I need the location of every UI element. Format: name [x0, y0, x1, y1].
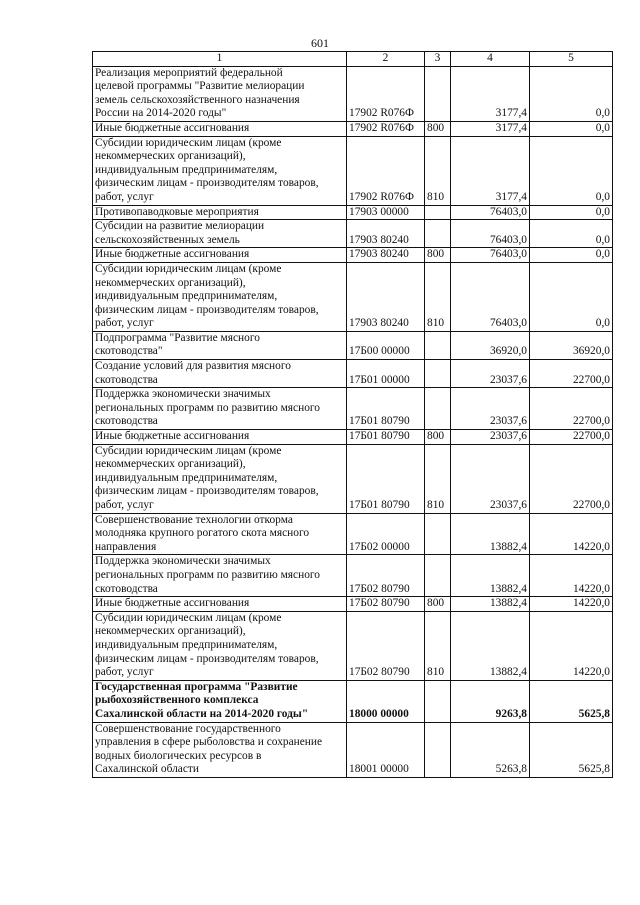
row-name: Совершенствование технологии откорма молодняка крупного рогатого скота мясного направления	[93, 513, 347, 555]
table-row	[93, 722, 613, 777]
row-value-2017: 22700,0	[530, 388, 613, 430]
table-row	[93, 262, 613, 331]
row-expense-type	[425, 513, 451, 555]
table-row	[93, 513, 613, 555]
row-name: Субсидии юридическим лицам (кроме некоммерческих организаций), индивидуальным предпринимателям, физическим лицам - производителям товаров, работ, услуг	[93, 136, 347, 205]
row-value-2017: 0,0	[530, 66, 613, 121]
table-row	[93, 220, 613, 248]
row-value-2017: 0,0	[530, 248, 613, 263]
row-name: Субсидии юридическим лицам (кроме некоммерческих организаций), индивидуальным предпринимателям, физическим лицам - производителям товаров, работ, услуг	[93, 262, 347, 331]
row-code: 17903 80240	[347, 262, 425, 331]
table-row	[93, 611, 613, 680]
row-value-2017: 22700,0	[530, 444, 613, 513]
row-code: 17902 R076Ф	[347, 136, 425, 205]
row-name: Поддержка экономически значимых региональных программ по развитию мясного скотоводства	[93, 388, 347, 430]
row-code: 17Б02 80790	[347, 597, 425, 612]
row-name: Реализация мероприятий федеральной целевой программы "Развитие мелиорации земель сельскохозяйственного назначения России на 2014-2020 годы"	[93, 66, 347, 121]
row-name: Субсидии юридическим лицам (кроме некоммерческих организаций), индивидуальным предпринимателям, физическим лицам - производителям товаров, работ, услуг	[93, 444, 347, 513]
table-row	[93, 66, 613, 121]
row-code: 17Б01 80790	[347, 430, 425, 445]
row-expense-type: 810	[425, 444, 451, 513]
row-value-2016: 3177,4	[451, 121, 530, 136]
table-row	[93, 444, 613, 513]
row-value-2016: 13882,4	[451, 555, 530, 597]
row-name: Иные бюджетные ассигнования	[93, 121, 347, 136]
row-value-2016: 23037,6	[451, 360, 530, 388]
row-name: Субсидии на развитие мелиорации сельскохозяйственных земель	[93, 220, 347, 248]
table-row	[93, 555, 613, 597]
page-number: 601	[311, 36, 329, 50]
row-name: Создание условий для развития мясного скотоводства	[93, 360, 347, 388]
row-value-2017: 5625,8	[530, 680, 613, 722]
row-code: 17Б01 00000	[347, 360, 425, 388]
header-col-4: 4	[451, 52, 530, 67]
row-value-2016: 23037,6	[451, 444, 530, 513]
row-value-2017: 0,0	[530, 205, 613, 220]
row-name: Субсидии юридическим лицам (кроме некоммерческих организаций), индивидуальным предпринимателям, физическим лицам - производителям товаров, работ, услуг	[93, 611, 347, 680]
table-row	[93, 331, 613, 359]
table-row	[93, 121, 613, 136]
row-value-2016: 5263,8	[451, 722, 530, 777]
row-code: 17Б01 80790	[347, 444, 425, 513]
table-row	[93, 680, 613, 722]
row-name: Иные бюджетные ассигнования	[93, 430, 347, 445]
row-name: Совершенствование государственного управления в сфере рыболовства и сохранение водных биологических ресурсов в Сахалинской области	[93, 722, 347, 777]
row-value-2016: 3177,4	[451, 66, 530, 121]
row-value-2017: 0,0	[530, 220, 613, 248]
row-value-2016: 23037,6	[451, 430, 530, 445]
row-value-2017: 14220,0	[530, 611, 613, 680]
table-row	[93, 360, 613, 388]
row-expense-type	[425, 66, 451, 121]
row-value-2017: 0,0	[530, 121, 613, 136]
header-row	[93, 52, 613, 67]
header-col-3: 3	[425, 52, 451, 67]
row-expense-type: 810	[425, 136, 451, 205]
row-value-2017: 14220,0	[530, 555, 613, 597]
row-expense-type	[425, 680, 451, 722]
row-code: 17Б00 00000	[347, 331, 425, 359]
row-value-2016: 76403,0	[451, 220, 530, 248]
row-code: 17Б02 00000	[347, 513, 425, 555]
row-code: 17903 80240	[347, 220, 425, 248]
row-code: 17902 R076Ф	[347, 66, 425, 121]
row-code: 17903 80240	[347, 248, 425, 263]
row-code: 17903 00000	[347, 205, 425, 220]
row-expense-type	[425, 388, 451, 430]
budget-table	[92, 51, 613, 778]
row-value-2016: 76403,0	[451, 262, 530, 331]
row-name: Поддержка экономически значимых региональных программ по развитию мясного скотоводства	[93, 555, 347, 597]
row-code: 17902 R076Ф	[347, 121, 425, 136]
row-code: 17Б01 80790	[347, 388, 425, 430]
row-value-2016: 23037,6	[451, 388, 530, 430]
row-value-2016: 13882,4	[451, 597, 530, 612]
row-value-2017: 0,0	[530, 262, 613, 331]
row-value-2017: 36920,0	[530, 331, 613, 359]
row-expense-type	[425, 331, 451, 359]
row-name: Государственная программа "Развитие рыбохозяйственного комплекса Сахалинской области на 2014-2020 годы"	[93, 680, 347, 722]
row-value-2016: 76403,0	[451, 248, 530, 263]
row-value-2017: 22700,0	[530, 430, 613, 445]
table-row	[93, 388, 613, 430]
row-code: 18001 00000	[347, 722, 425, 777]
row-code: 17Б02 80790	[347, 611, 425, 680]
row-value-2016: 13882,4	[451, 611, 530, 680]
table-row	[93, 136, 613, 205]
row-expense-type: 800	[425, 597, 451, 612]
row-expense-type: 800	[425, 430, 451, 445]
row-value-2017: 22700,0	[530, 360, 613, 388]
row-name: Подпрограмма "Развитие мясного скотоводства"	[93, 331, 347, 359]
table-row	[93, 430, 613, 445]
row-expense-type: 810	[425, 611, 451, 680]
row-expense-type	[425, 220, 451, 248]
row-code: 17Б02 80790	[347, 555, 425, 597]
header-col-2: 2	[347, 52, 425, 67]
row-name: Иные бюджетные ассигнования	[93, 597, 347, 612]
table-row	[93, 248, 613, 263]
row-code: 18000 00000	[347, 680, 425, 722]
row-value-2017: 14220,0	[530, 597, 613, 612]
row-value-2017: 5625,8	[530, 722, 613, 777]
row-expense-type	[425, 722, 451, 777]
row-value-2016: 13882,4	[451, 513, 530, 555]
row-name: Противопаводковые мероприятия	[93, 205, 347, 220]
header-col-5: 5	[530, 52, 613, 67]
header-col-1: 1	[93, 52, 347, 67]
row-expense-type	[425, 555, 451, 597]
row-value-2016: 36920,0	[451, 331, 530, 359]
row-expense-type: 800	[425, 248, 451, 263]
row-expense-type: 800	[425, 121, 451, 136]
row-expense-type: 810	[425, 262, 451, 331]
row-value-2017: 14220,0	[530, 513, 613, 555]
row-value-2016: 76403,0	[451, 205, 530, 220]
row-name: Иные бюджетные ассигнования	[93, 248, 347, 263]
row-value-2017: 0,0	[530, 136, 613, 205]
table-row	[93, 205, 613, 220]
row-value-2016: 3177,4	[451, 136, 530, 205]
row-expense-type	[425, 360, 451, 388]
table-row	[93, 597, 613, 612]
row-value-2016: 9263,8	[451, 680, 530, 722]
row-expense-type	[425, 205, 451, 220]
